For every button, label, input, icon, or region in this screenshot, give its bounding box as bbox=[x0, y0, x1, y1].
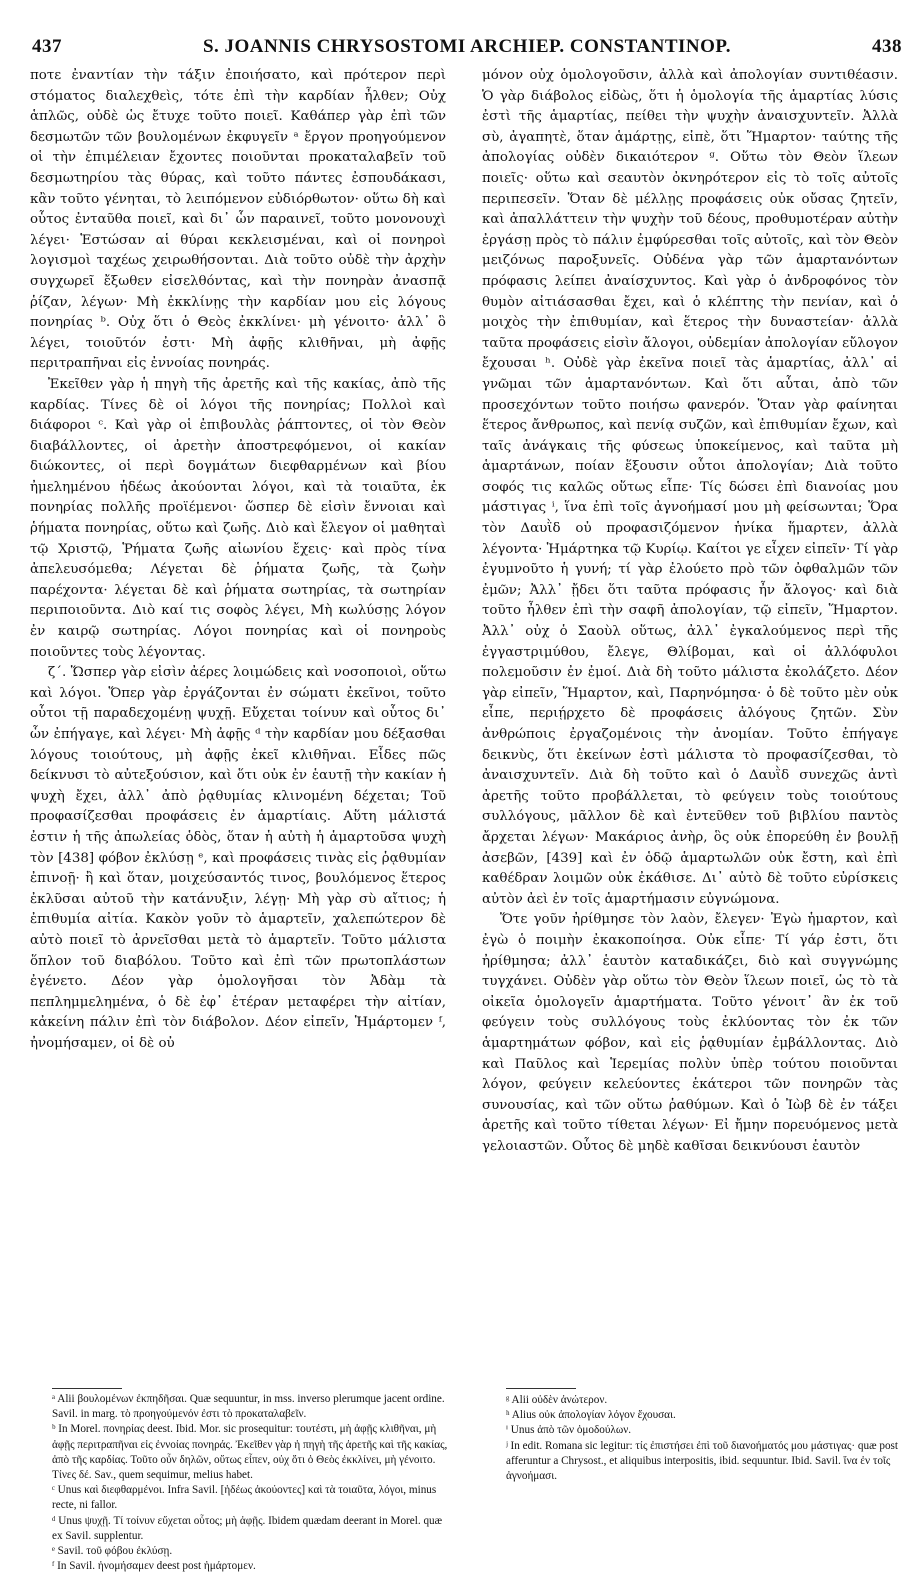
footnote: ᵉ Savil. τοῦ φόβου ἐκλύσῃ. bbox=[52, 1545, 173, 1558]
footnote: ⁱ Unus ἀπὸ τῶν ὁμοδούλων. bbox=[506, 1424, 632, 1437]
right-column bbox=[482, 66, 898, 1157]
footnote: ᶠ In Savil. ἠνομήσαμεν deest post ἡμάρτομεν. bbox=[52, 1560, 256, 1573]
footnote: ᵈ Unus ψυχῇ. Τί τοίνυν εὔχεται οὗτος; μὴ ἀφῇς. Ibidem quædam deerant in Morel. quæ ex Savil. supplentur. bbox=[52, 1514, 443, 1542]
paragraph: Ἐκεῖθεν γὰρ ἡ πηγὴ τῆς ἀρετῆς καὶ τῆς κακίας, ἀπὸ τῆς καρδίας. Τίνες δὲ οἱ λόγοι τῆς πονηρίας; Πολλοὶ καὶ διάφοροι ᶜ. Καὶ γὰρ οἱ ἐπιβουλὰς ῥάπτοντες, οἱ τὸν Θεὸν διαβάλλοντες, οἱ ἀρετὴν ἀποστρεφόμενοι, οἱ κακίαν διώκοντες, οἱ περὶ δογμάτων διεφθαρμένων καὶ βίου ἠμελημένου ἡδέως ἀκούονται λόγοι, καὶ τὰ τοιαῦτα, ἐκ πονηρίας πολλῆς προϊέμενοι· ὥσπερ δὲ εἰσὶν ἔννοιαι καὶ ῥήματα πονηρίας, οὕτω καὶ ζωῆς. Διὸ καὶ ἔλεγον οἱ μαθηταὶ τῷ Χριστῷ, Ῥήματα ζωῆς αἰωνίου ἔχεις· καὶ πρὸς τίνα ἀπελευσόμεθα; Λέγεται δὲ ῥήματα ζωῆς, τὰ ζωὴν παρέχοντα· λέγεται δὲ καὶ ῥήματα σωτηρίας, τὰ σωτηρίαν περιποιοῦντα. Διὸ καί τις σοφὸς λέγει, Μὴ κωλύσῃς λόγον ἐν καιρῷ σωτηρίας. Λόγοι πονηρίας καὶ οἱ πονηροὺς ποιοῦντες τοὺς λέγοντας. bbox=[30, 376, 446, 660]
page-header bbox=[32, 36, 902, 60]
footnote: ʲ In edit. Romana sic legitur: τίς ἐπιστήσει ἐπὶ τοῦ διανοήματός μου μάστιγας· quæ post afferuntur a Chrysost., et aliquibus interpositis, ibid. sequuntur. Ibid. Savil. ἵνα ἐν τοῖς ἀγνοήμασι. bbox=[506, 1439, 899, 1483]
paragraph: ζ΄. Ὥσπερ γὰρ εἰσὶν ἀέρες λοιμώδεις καὶ νοσοποιοὶ, οὕτω καὶ λόγοι. Ὅπερ γὰρ ἐργάζονται ἐν σώματι ἐκεῖνοι, τοῦτο οὗτοι τῇ παραδεχομένῃ ψυχῇ. Εὔχεται τοίνυν καὶ οὗτος δι᾽ ὧν ἐπήγαγε, καὶ λέγει· Μὴ ἀφῇς ᵈ τὴν καρδίαν μου δέξασθαι λόγους τοιούτους, μὴ ἀφῇς ἐκεῖ κλιθῆναι. Εἶδες πῶς δείκνυσι τὸ αὐτεξούσιον, καὶ ὅτι οὐκ ἐν ἑαυτῇ τὴν κακίαν ἡ ψυχὴ ἔχει, ἀλλ᾽ ἀπὸ ῥᾳθυμίας κλινομένη δέχεται; Τοῦ προφασίζεσθαι προφάσεις ἐν ἁμαρτίαις. Αὕτη μάλιστά ἐστιν ἡ τῆς ἀπωλείας ὁδὸς, ὅταν ἡ αὐτὴ ἡ ἁμαρτοῦσα ψυχὴ τὸν [438] φόβον ἐκλύσῃ ᵉ, καὶ προφάσεις τινὰς εἰς ῥᾳθυμίαν ἐπινοῇ· ἢ καὶ ὅταν, μοιχεύσαντός τινος, βουλόμενος ἕτερος ἐκλῦσαι αὐτοῦ τὴν κατάνυξιν, λέγῃ· Μὴ γὰρ σὺ αἴτιος; ἡ ἐπιθυμία αἰτία. Κακὸν γοῦν τὸ ἁμαρτεῖν, χαλεπώτερον δὲ αὐτὸ ποιεῖ τὸ ἀρνεῖσθαι μετὰ τὸ ἁμαρτεῖν. Τοῦτο μάλιστα ὅπλον τοῦ διαβόλου. Τοῦτο καὶ ἐπὶ τῶν πρωτοπλάστων ἐγένετο. Δέον γὰρ ὁμολογῆσαι τὸν Ἀδὰμ τὰ πεπλημμελημένα, ὁ δὲ ἐφ᾽ ἑτέραν μεταφέρει τὴν αἰτίαν, κἀκείνη πάλιν ἐπὶ τὸν διάβολον. Δέον εἰπεῖν, Ἡμάρτομεν ᶠ, ἠνομήσαμεν, οἱ δὲ οὐ bbox=[30, 665, 446, 1051]
footnote: ᵍ Alii οὐδὲν ἀνώτερον. bbox=[506, 1394, 608, 1406]
footnote: ᵇ In Morel. πονηρίας deest. Ibid. Mor. sic prosequitur: τουτέστι, μὴ ἀφῇς κλιθῆναι, μὴ ἀφῇς περιτραπῆναι εἰς ἐννοίας πονηράς. Ἐκεῖθεν γὰρ ἡ πηγὴ τῆς ἀρετῆς καὶ τῆς κακίας, ἀπὸ τῆς καρδίας. Τοῦτο οὖν δηλῶν, οὕτως εἶπεν, οὐχ ὅτι ὁ Θεὸς ἐκκλίνει, μὴ γένοιτο. Τίνες δέ. Sav., quem sequimur, melius habet. bbox=[52, 1423, 448, 1482]
paragraph: μόνον οὐχ ὁμολογοῦσιν, ἀλλὰ καὶ ἀπολογίαν συντιθέασιν. Ὁ γὰρ διάβολος εἰδὼς, ὅτι ἡ ὁμολογία τῆς ἁμαρτίας λύσις ἐστὶ τῆς ἁμαρτίας, πείθει τὴν ψυχὴν ἀναισχυντεῖν. Ἀλλὰ σὺ, ἀγαπητὲ, ὅταν ἁμάρτῃς, εἰπὲ, ὅτι Ἥμαρτον· ταύτης τῆς ἀπολογίας οὐδὲν δικαιότερον ᵍ. Οὕτω τὸν Θεὸν ἵλεων ποιεῖς· οὕτω καὶ σεαυτὸν ὀκνηρότερον εἰς τὸ τοῖς αὐτοῖς περιπεσεῖν. Ὅταν δὲ μέλλῃς προφάσεις οὐκ οὔσας ζητεῖν, καὶ ἀπαλλάττειν τὴν ψυχὴν τοῦ δέους, προθυμοτέραν αὐτὴν ἐργάσῃ πρὸς τὸ πάλιν ἐμφύρεσθαι τοῖς αὐτοῖς, καὶ τὸν Θεὸν μειζόνως παροξυνεῖς. Οὐδένα γὰρ τῶν ἁμαρτανόντων πρόφασις λείπει ἀναίσχυντος. Καὶ γὰρ ὁ ἀνδροφόνος τὸν θυμὸν αἰτιάσασθαι ἔχει, καὶ ὁ κλέπτης τὴν πενίαν, καὶ ὁ μοιχὸς τὴν ἐπιθυμίαν, καὶ ἕτερος τὴν δυναστείαν· ἀλλὰ ταῦτα προφάσεις εἰσὶν ἄλογοι, οὐδεμίαν ἀπολογίαν εὔλογον ἔχουσαι ʰ. Οὐδὲ γὰρ ἐκεῖνα ποιεῖ τὰς ἁμαρτίας, ἀλλ᾽ αἱ γνῶμαι τῶν ἁμαρτανόντων. Καὶ ὅτι αὗται, ἀπὸ τῶν προσεχόντων τοῦτο ποιήσω φανερόν. Ὅταν γὰρ φαίνηται ἕτερος ἄνθρωπος, καὶ πενίᾳ συζῶν, καὶ ἐπιθυμίαν ἔχων, καὶ ταῖς ἀνάγκαις τῆς φύσεως ὑποκείμενος, καὶ ταῦτα μὴ ἁμαρτάνων, ποίαν ἕξουσιν οὗτοι ἀπολογίαν; Διὰ τοῦτο σοφός τις καλῶς οὕτως εἶπε· Τίς δώσει ἐπὶ διανοίας μου μάστιγας ⁱ, ἵνα ἐπὶ τοῖς ἀγνοήμασί μου μὴ φείσωνται; Ὅρα τὸν Δαυῒδ οὐ προφασιζόμενον ἡνίκα ἥμαρτεν, ἀλλὰ λέγοντα· Ἡμάρτηκα τῷ Κυρίῳ. Καίτοι γε εἶχεν εἰπεῖν· Τί γὰρ ἐγυμνοῦτο ἡ γυνή; τί γὰρ ἐλούετο πρὸ τῶν ὀφθαλμῶν τῶν ἐμῶν; Ἀλλ᾽ ᾔδει ὅτι ταῦτα πρόφασις ἦν ἄλογος· καὶ διὰ τοῦτο ἦλθεν ἐπὶ τὴν σαφῆ ἀπολογίαν, τῷ εἰπεῖν, Ἥμαρτον. Ἀλλ᾽ οὐχ ὁ Σαοὺλ οὕτως, ἀλλ᾽ ἐγκαλούμενος περὶ τῆς ἐγγαστριμύθου, ἔλεγε, Θλίβομαι, καὶ οἱ ἀλλόφυλοι πολεμοῦσιν ἐν ἐμοί. Διὰ δὴ τοῦτο μάλιστα ἐκολάζετο. Δέον γὰρ εἰπεῖν, Ἥμαρτον, καὶ, Παρηνόμησα· ὁ δὲ τοῦτο μὲν οὐκ εἶπε, περιῄρχετο δὲ προφάσεις ἀλόγους ζητῶν. Σὺν ἀνθρώποις ἐργαζομένοις τὴν ἀνομίαν. Τοῦτο ἐπήγαγε δεικνὺς, ὅτι ἐκείνων ἐστὶ μάλιστα τὸ προφασίζεσθαι, τὸ ἀναισχυντεῖν. Διὰ δὴ τοῦτο καὶ ὁ Δαυῒδ συνεχῶς ἀντὶ ἀρετῆς τοῦτο προβάλλεται, τὸ φεύγειν τοὺς τοιούτους συλλόγους, μᾶλλον δὲ καὶ ἐντεῦθεν τοῦ βιβλίου παντὸς ἄρχεται λέγων· Μακάριος ἀνὴρ, ὃς οὐκ ἐπορεύθη ἐν βουλῇ ἀσεβῶν, [439] καὶ ἐν ὁδῷ ἁμαρτωλῶν οὐκ ἔστη, καὶ ἐπὶ καθέδραν λοιμῶν οὐκ ἐκάθισε. Δι᾽ αὐτὸ δὲ τοῦτο εὐρίσκεις αὐτὸν ἀεὶ ἐν τοῖς ἁμαρτήμασιν εὐγνώμονα. bbox=[482, 68, 898, 907]
paragraph: ποτε ἐναντίαν τὴν τάξιν ἐποιήσατο, καὶ πρότερον περὶ στόματος διαλεχθεὶς, τότε ἐπὶ τὴν καρδίαν ἦλθεν; Οὐχ ἁπλῶς, οὐδὲ ὡς ἔτυχε τοῦτο ποιεῖ. Καθάπερ γὰρ ἐπὶ τῶν δεσμωτῶν τῶν βουλομένων ἐκφυγεῖν ᵃ ἔργον προηγούμενον οἱ τὴν ἐπιμέλειαν ἔχοντες ποιοῦνται προκαταλαβεῖν τοῦ δεσμωτηρίου τὰς θύρας, καὶ τοῦτο πάντες ἐσπουδάκασι, κἂν τοῦτο γένηται, τὸ λειπόμενον εὐδιόρθωτον· οὕτω δὴ καὶ οὗτος ἐνταῦθα ποιεῖ, καὶ δι᾽ ὧν παραινεῖ, τοῦτο μονονουχὶ λέγει· Ἑστώσαν αἱ θύραι κεκλεισμέναι, καὶ οἱ πονηροὶ λογισμοὶ ταχέως χειρωθήσονται. Διὰ τοῦτο οὐδὲ τὴν ἀρχὴν συγχωρεῖ ἔξωθεν εἰσελθόντας, καὶ τὴν πονηρὰν ἀνασπᾷ ῥίζαν, λέγων· Μὴ ἐκκλίνῃς τὴν καρδίαν μου εἰς λόγους πονηρίας ᵇ. Οὐχ ὅτι ὁ Θεὸς ἐκκλίνει· μὴ γένοιτο· ἀλλ᾽ ὃ λέγει, τοιοῦτόν ἐστι· Μὴ ἀφῇς κλιθῆναι, μὴ ἀφῇς περιτραπῆναι εἰς ἐννοίας πονηράς. bbox=[30, 68, 446, 372]
left-column bbox=[30, 66, 446, 1055]
footnote: ᵃ Alii βουλομένων ἐκπηδῆσαι. Quæ sequuntur, in mss. inverso plerumque jacent ordine. Savil. in marg. τὸ προηγούμενόν ἐστι τὸ προκαταλαβεῖν. bbox=[52, 1393, 445, 1421]
running-title: S. JOANNIS CHRYSOSTOMI ARCHIEP. CONSTANTINOP. bbox=[202, 36, 732, 57]
paragraph: Ὅτε γοῦν ἠρίθμησε τὸν λαὸν, ἔλεγεν· Ἐγὼ ἡμαρτον, καὶ ἐγὼ ὁ ποιμὴν ἐκακοποίησα. Οὐκ εἶπε· Τί γάρ ἐστι, ὅτι ἠρίθμησα; ἀλλ᾽ ἑαυτὸν καταδικάζει, διὸ καὶ συγγνώμης τυγχάνει. Οὐδὲν γὰρ οὕτω τὸν Θεὸν ἵλεων ποιεῖ, ὡς τὸ τὰ οἰκεῖα ὁμολογεῖν ἁμαρτήματα. Τοῦτο γένοιτ᾽ ἂν ἐκ τοῦ φεύγειν τοὺς συλλόγους τοὺς ἐκλύοντας τὸν ἐκ τῶν ἁμαρτημάτων φόβον, καὶ εἰς ῥᾳθυμίαν ἐμβάλλοντας. Διὸ καὶ Παῦλος καὶ Ἱερεμίας πολὺν ὑπὲρ τούτου ποιοῦνται λόγον, φεύγειν κελεύοντες ἑκάτεροι τῶν πονηρῶν τὰς συνουσίας, καὶ τῶν οὕτω ῥαθύμων. Καὶ ὁ Ἰὼβ δὲ ἐν τάξει ἀρετῆς καὶ τοῦτο τίθεται λέγων· Εἰ ἤμην πορευόμενος μετὰ γελοιαστῶν. Οὗτος δὲ μηδὲ καθῖσαι δεικνύουσι ἑαυτὸν bbox=[482, 912, 898, 1154]
footnote-rule-left bbox=[52, 1388, 122, 1389]
footnotes-left bbox=[52, 1392, 448, 1574]
footnote: ʰ Alius οὐκ ἀπολογίαν λόγον ἔχουσαι. bbox=[506, 1409, 676, 1422]
footnote: ᶜ Unus καὶ διεφθαρμένοι. Infra Savil. [ἡδέως ἀκούοντες] καὶ τὰ τοιαῦτα, λόγοι, minus recte, ni fallor. bbox=[52, 1484, 437, 1512]
footnote-rule-right bbox=[506, 1388, 576, 1389]
page-number-right: 438 bbox=[872, 36, 902, 57]
footnotes-right bbox=[506, 1393, 898, 1484]
page-number-left: 437 bbox=[32, 36, 62, 57]
